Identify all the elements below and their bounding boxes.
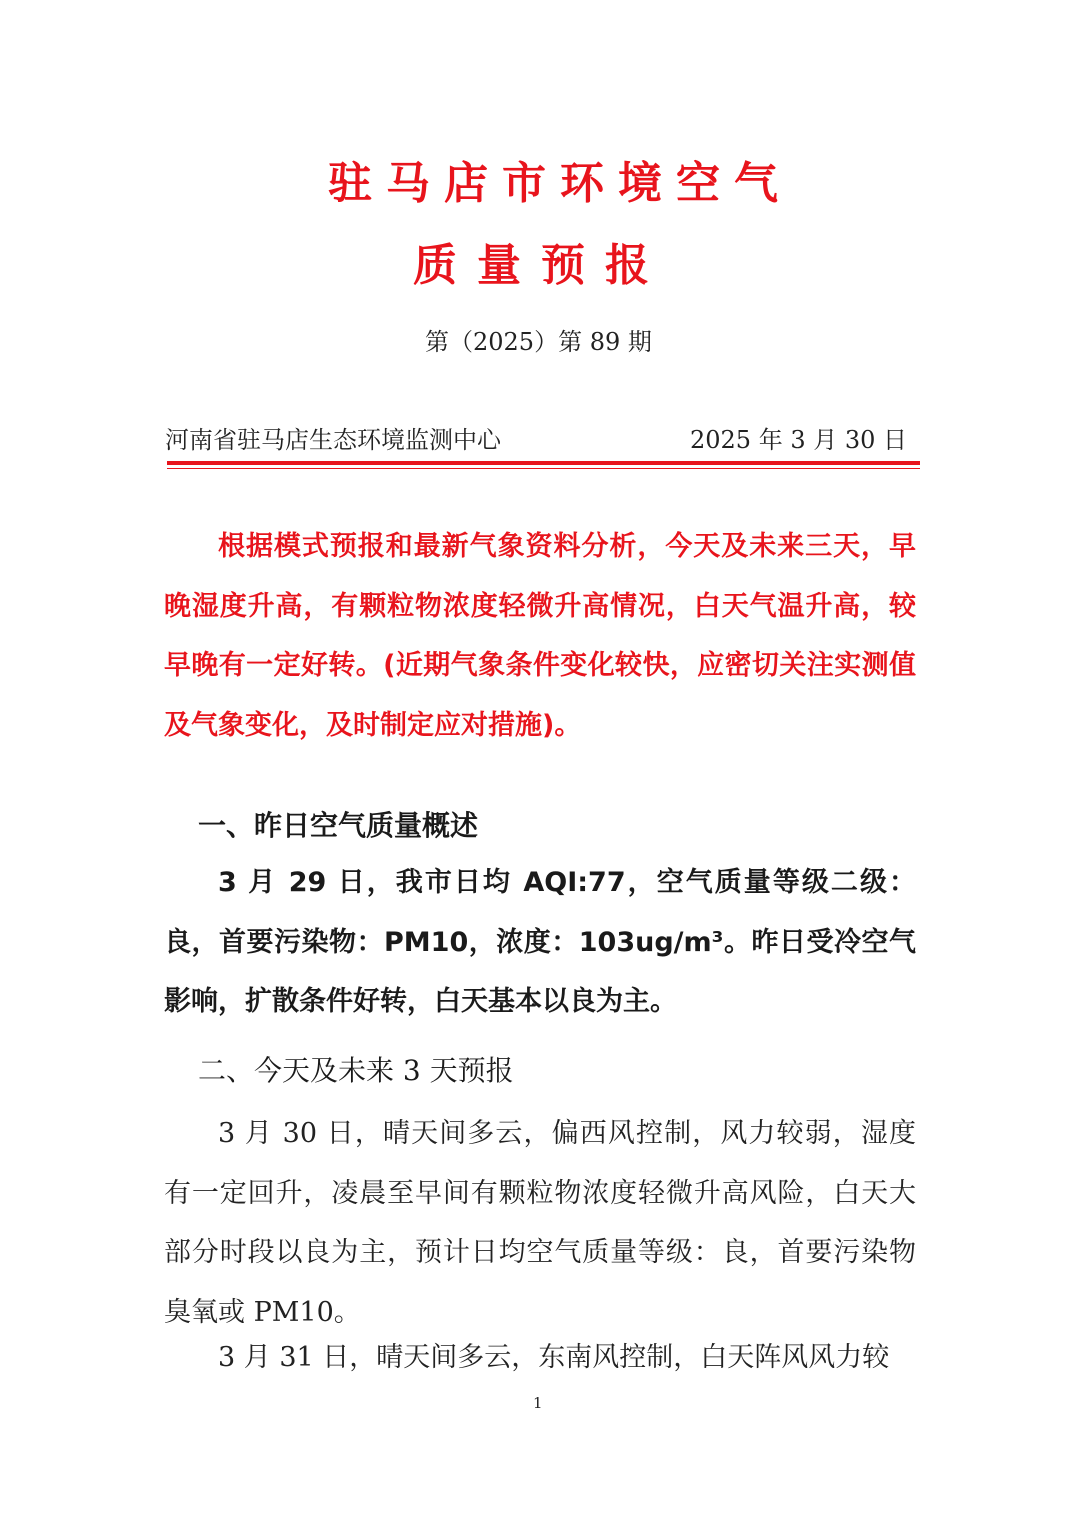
forecast-summary: 根据模式预报和最新气象资料分析，今天及未来三天，早晚湿度升高，有颗粒物浓度轻微升高情况，白天气温升高，较早晚有一定好转。(近期气象条件变化较快，应密切关注实测值及气象变化，及时制定应对措施)。	[164, 531, 916, 741]
section-heading-forecast: 二、今天及未来 3 天预报	[198, 1054, 514, 1087]
forecast-day-2: 3 月 31 日，晴天间多云，东南风控制，白天阵风风力较	[218, 1342, 890, 1373]
report-title-line-2: 质量预报	[413, 240, 669, 291]
page-number: 1	[533, 1394, 543, 1412]
issue-date: 2025 年 3 月 30 日	[690, 426, 908, 454]
section-heading-yesterday: 一、昨日空气质量概述	[198, 809, 479, 842]
issue-number: 第（2025）第 89 期	[425, 328, 652, 356]
yesterday-overview-text: 3 月 29 日，我市日均 AQI:77，空气质量等级二级：良，首要污染物：PM10，浓度：103ug/m³。昨日受冷空气影响，扩散条件好转，白天基本以良为主。	[164, 867, 916, 1017]
header-divider-thick	[167, 461, 920, 465]
issuing-organization: 河南省驻马店生态环境监测中心	[165, 426, 501, 454]
forecast-day-1: 3 月 30 日，晴天间多云，偏西风控制，风力较弱，湿度有一定回升，凌晨至早间有颗粒物浓度轻微升高风险，白天大部分时段以良为主，预计日均空气质量等级：良，首要污染物臭氧或 PM10。	[164, 1118, 916, 1328]
header-divider-thin	[167, 468, 920, 469]
report-title-line-1: 驻马店市环境空气	[328, 158, 792, 209]
